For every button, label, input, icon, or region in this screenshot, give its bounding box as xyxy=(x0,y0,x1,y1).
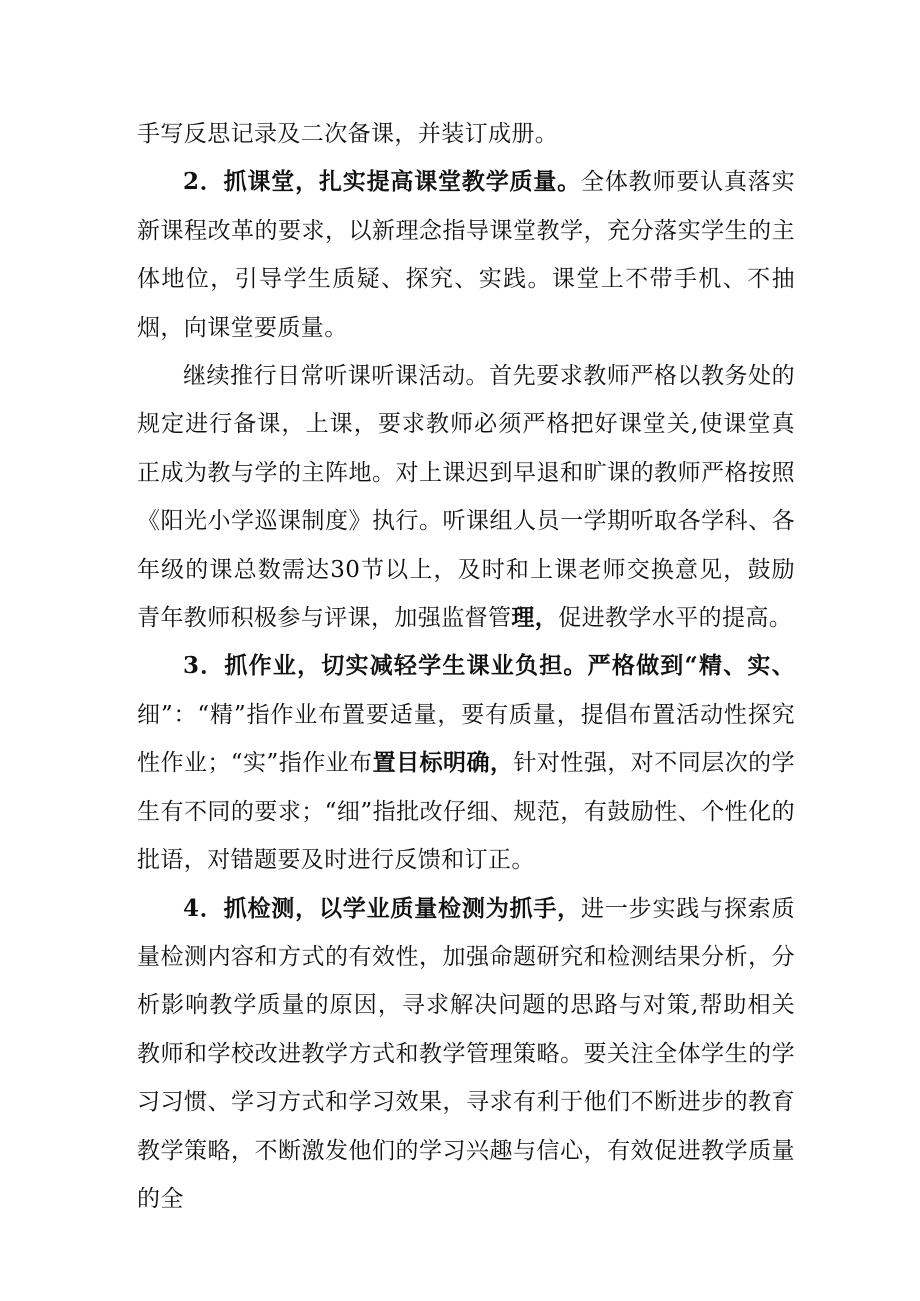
paragraph-1 xyxy=(137,110,795,158)
paragraph-5 xyxy=(137,885,795,1224)
paragraph-text: 进一步实践与探索质量检测内容和方式的有效性，加强命题研究和检测结果分析，分析影响教学质量的原因，寻求解决问题的思路与对策,帮助相关教师和学校改进教学方式和教学管理策略。要关注全体学生的学习习惯、学习方式和学习效果，寻求有利于他们不断进步的教育教学策略，不断激发他们的学习兴趣与信心，有效促进教学质量的全 xyxy=(137,895,795,1212)
section-heading: 3．抓作业，切实减轻学生课业负担。严格做到“精、实、 xyxy=(183,652,795,680)
paragraph-text: 全体教师要认真落实新课程改革的要求，以新理念指导课堂教学，充分落实学生的主体地位，引导学生质疑、探究、实践。课堂上不带手机、不抽烟，向课堂要质量。 xyxy=(137,169,795,341)
document-body xyxy=(137,110,795,1223)
paragraph-text: 细”：“精”指作业布置要适量，要有质量，提倡布置活动性探究性作业；“实”指作业布 xyxy=(137,701,795,777)
paragraph-text: 促进教学水平的提高。 xyxy=(558,605,793,632)
paragraph-text: 继续推行日常听课听课活动。首先要求教师严格以教务处的规定进行备课，上课，要求教师必须严格把好课堂关,使课堂真正成为教与学的主阵地。对上课迟到早退和旷课的教师严格按照《阳光小学巡课制度》执行。听课组人员一学期听取各学科、各年级的课总数需达30节以上，及时和上课老师交换意见，鼓励青年教师积极参与评课，加强监督管 xyxy=(137,363,795,632)
bold-text: 理， xyxy=(511,604,559,632)
paragraph-3 xyxy=(137,352,795,642)
section-heading: 4．抓检测，以学业质量检测为抓手， xyxy=(183,894,581,922)
section-heading: 2．抓课堂，扎实提高课堂教学质量。 xyxy=(183,168,581,196)
paragraph-text: 手写反思记录及二次备课，并装订成册。 xyxy=(137,121,559,147)
paragraph-text: 针对性强，对不同层次的学生有不同的要求；“细”指批改仔细、规范，有鼓励性、个性化的批语，对错题要及时进行反馈和订正。 xyxy=(137,750,795,874)
paragraph-2 xyxy=(137,158,795,352)
bold-text: 置目标明确， xyxy=(372,749,514,777)
paragraph-4 xyxy=(137,642,795,884)
